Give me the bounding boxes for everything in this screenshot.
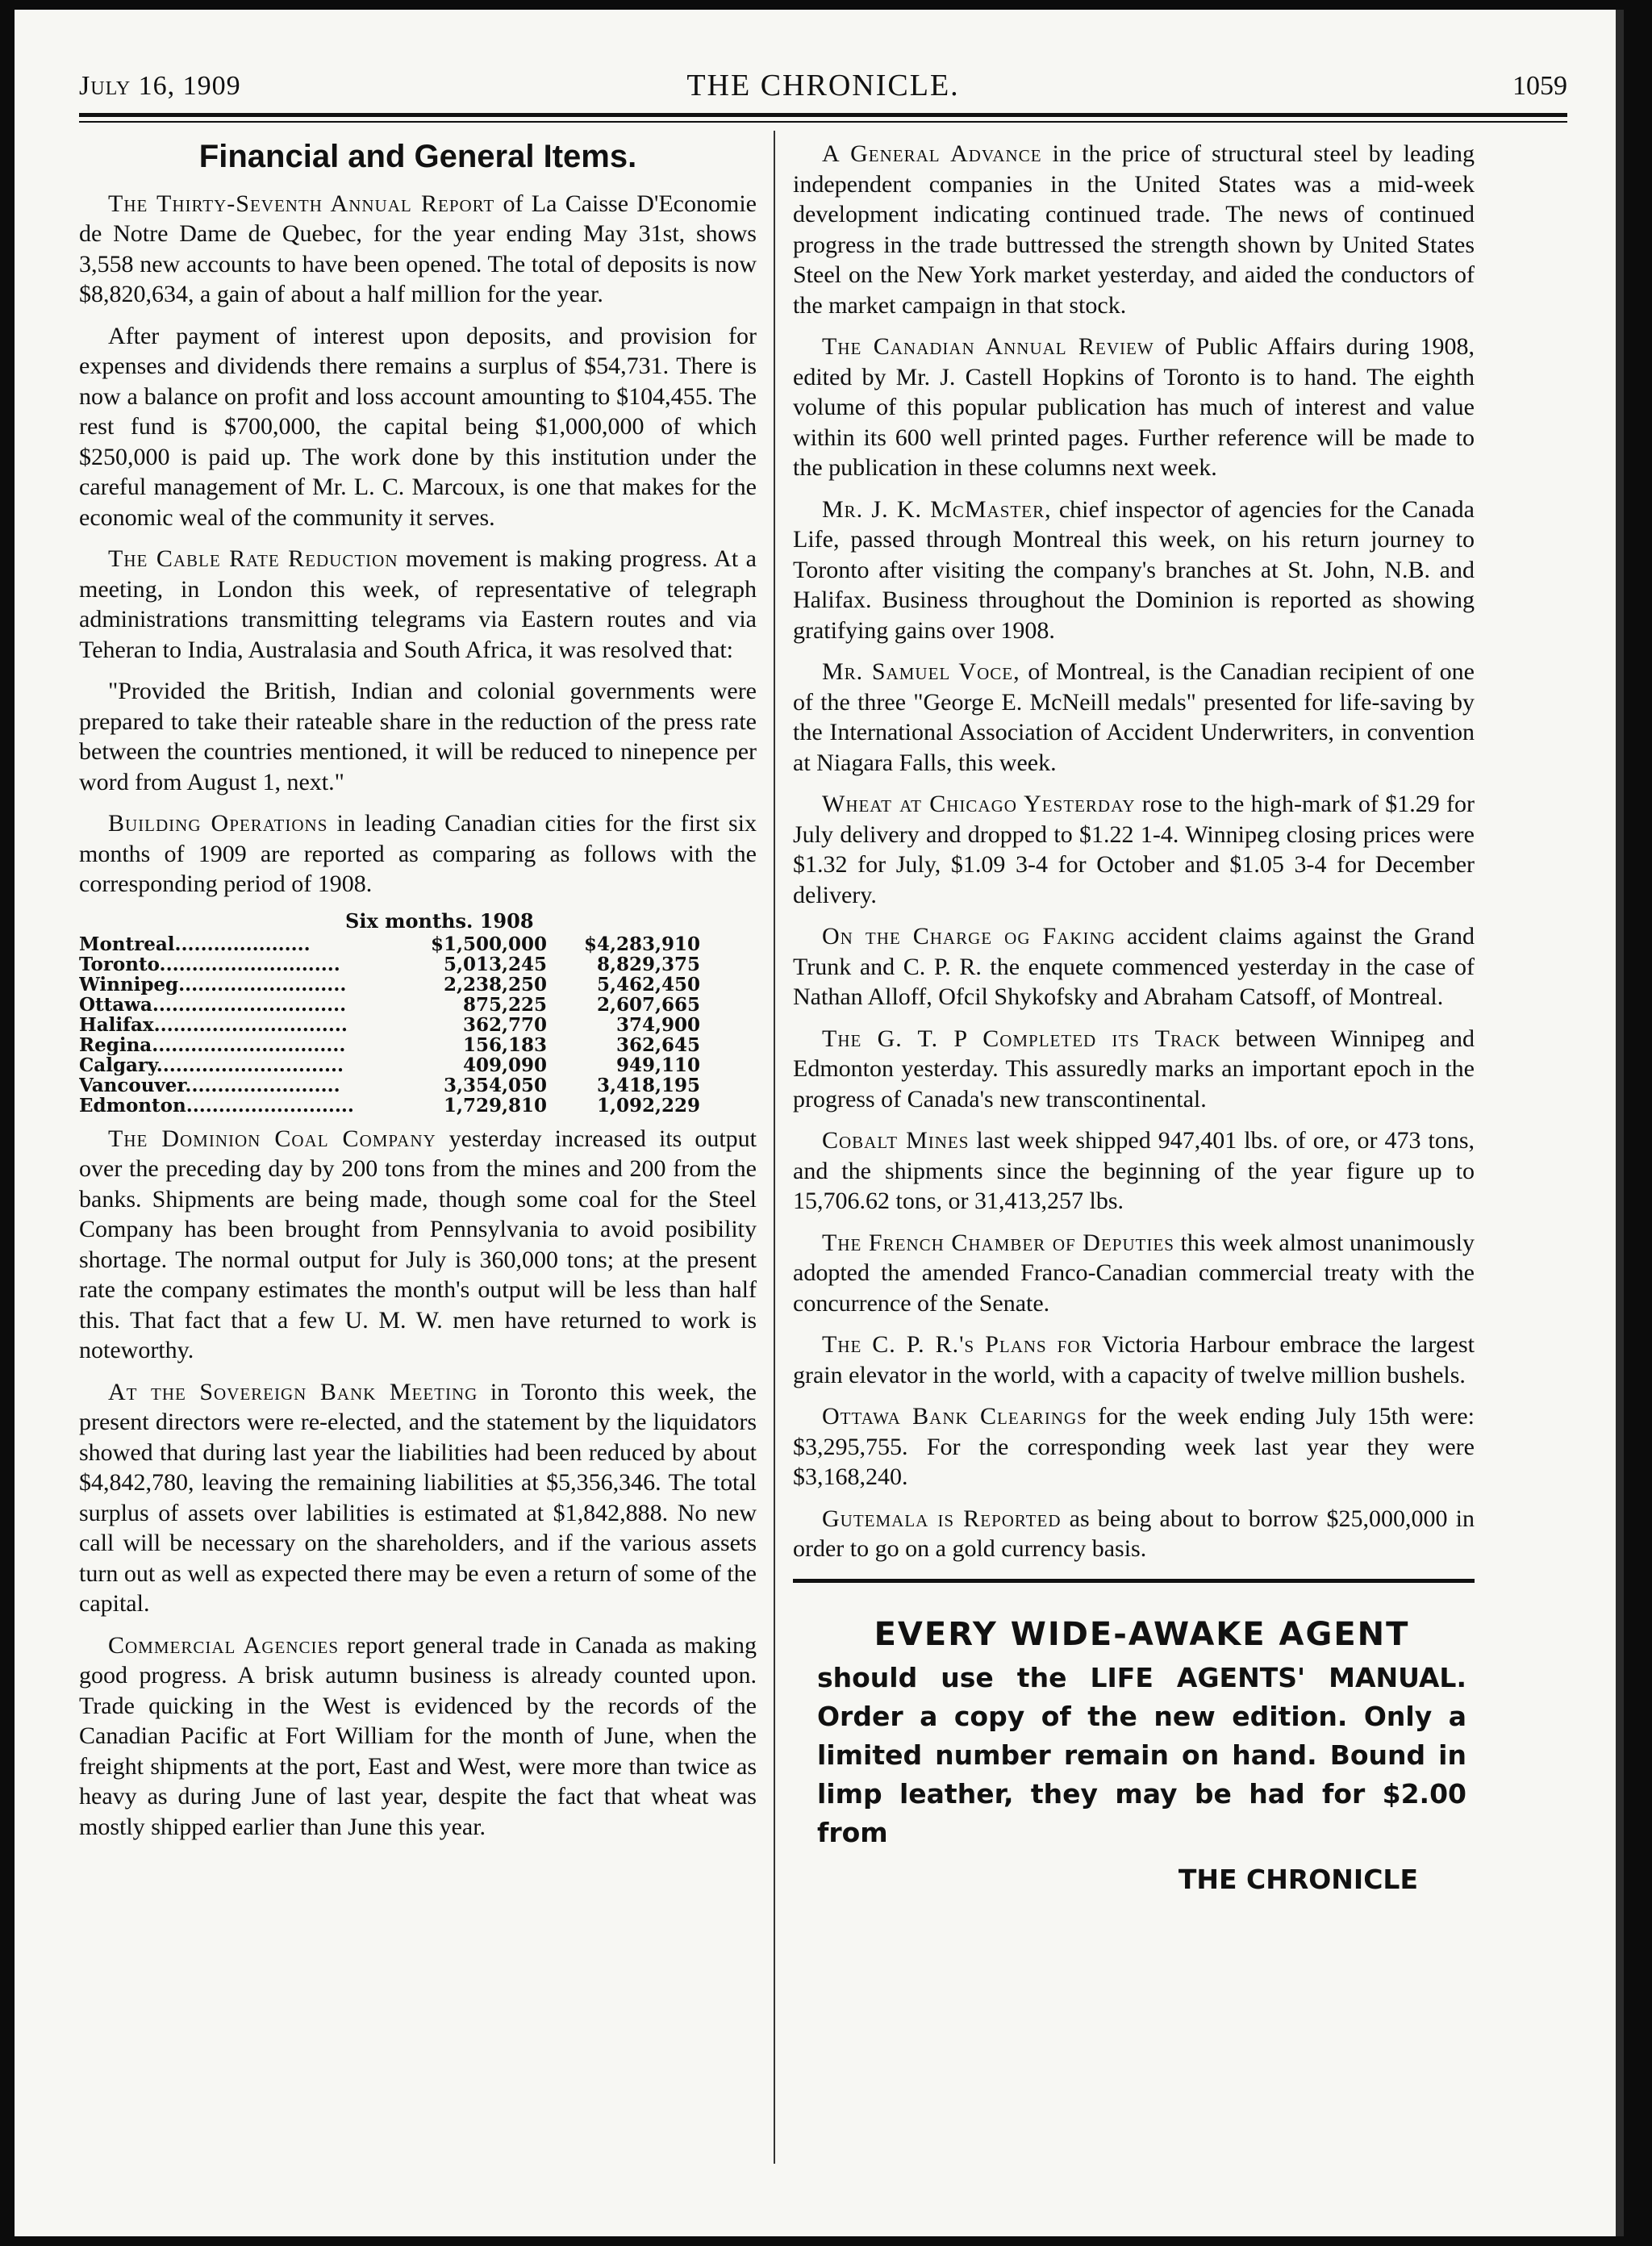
item-dominion-coal bbox=[79, 1124, 757, 1366]
value-1908: 3,418,195 bbox=[596, 1074, 700, 1096]
value-1908: 949,110 bbox=[615, 1054, 700, 1076]
table-row bbox=[79, 975, 757, 995]
item-commercial-agencies bbox=[79, 1630, 757, 1843]
advertisement bbox=[793, 1615, 1475, 1899]
table-row bbox=[79, 1055, 757, 1075]
table-row bbox=[79, 1075, 757, 1096]
item-lead: Building Operations bbox=[108, 810, 328, 837]
item-lead: Cobalt Mines bbox=[822, 1127, 970, 1154]
value-1908: 8,829,375 bbox=[596, 953, 700, 975]
section-title: Financial and General Items. bbox=[198, 139, 637, 174]
table-row bbox=[79, 1015, 757, 1035]
item-body: for the week ending July 15th were: $3,295,755. For the corresponding week last year they were $3,168,240. bbox=[793, 1403, 1475, 1490]
item-body: yesterday increased its output over the preceding day by 200 tons from the mines and 200 from the banks. Shipments are being made, though some coal for the Steel Company has been brought from Pennsylvania to avoid posibility shortage. The normal output for July is 360,000 tons; at the present rate the company estimates the month's output will be less than half this. That fact that a few U. M. W. men have returned to work is noteworthy. bbox=[79, 1125, 757, 1363]
page-header bbox=[79, 68, 1567, 116]
city-name: Montreal..................... bbox=[79, 933, 311, 954]
value-1909: 156,183 bbox=[462, 1033, 547, 1056]
item-body: in leading Canadian cities for the first six months of 1909 are reported as comparing as follows with the corresponding period of 1908. bbox=[79, 810, 757, 897]
value-1908: 1,092,229 bbox=[596, 1094, 700, 1117]
item-caisse-surplus: After payment of interest upon deposits, and provision for expenses and dividends there remains a surplus of $54,731. There is now a balance on profit and loss account amounting to $104,455. The rest fund is $700,000, the capital being $1,000,000 of which $250,000 is paid up. The work done by this institution under the careful management of Mr. L. C. Marcoux, is one that makes for the economic weal of the community it serves. bbox=[79, 322, 757, 531]
item-lead: The C. P. R.'s Plans for bbox=[822, 1331, 1093, 1358]
column-divider bbox=[774, 131, 775, 2164]
city-name: Toronto............................ bbox=[79, 954, 340, 975]
value-1908: 362,645 bbox=[615, 1033, 700, 1056]
item-body: in Toronto this week, the present directors were re-elected, and the statement by the liquidators showed that during last year the liabilities had been reduced by about $4,842,780, leaving the remaining liabilities at $5,356,346. The total surplus of assets over labilities is estimated at $1,842,888. No new call will be necessary on the shareholders, and if the various assets turn out as well as expected there may be even a return of some of the capital. bbox=[79, 1378, 757, 1617]
item-mcmaster bbox=[793, 495, 1475, 646]
value-1909: 409,090 bbox=[462, 1054, 547, 1076]
item-body: in the price of structural steel by leading independent companies in the United States was a mid-week development indicating continued trade. The news of continued progress in the trade buttressed the strength shown by United States Steel on the New York market yesterday, and aided the conductors of the market campaign in that stock. bbox=[793, 140, 1475, 319]
value-1908: 374,900 bbox=[615, 1013, 700, 1036]
publication-title: THE CHRONICLE. bbox=[686, 69, 960, 102]
header-rule bbox=[79, 113, 1567, 117]
table-row bbox=[79, 934, 757, 954]
item-lead: The G. T. P Completed its Track bbox=[822, 1025, 1221, 1052]
item-cpr-plans bbox=[793, 1330, 1475, 1390]
item-ottawa-clearings bbox=[793, 1401, 1475, 1492]
item-body: of La Caisse D'Economie de Notre Dame de Quebec, for the year ending May 31st, shows 3,558 new accounts to have been opened. The total of deposits is now $8,820,634, a gain of about a half million for the year. bbox=[79, 190, 757, 307]
item-body: of Public Affairs during 1908, edited by Mr. J. Castell Hopkins of Toronto is to hand. The eighth volume of this popular publication has much of interest and value within its 600 well printed pages. Further reference will be made to the publication in these columns next week. bbox=[793, 333, 1475, 481]
value-1908: 5,462,450 bbox=[596, 973, 700, 996]
ad-headline: EVERY WIDE-AWAKE AGENT bbox=[874, 1615, 1410, 1653]
issue-date: July 16, 1909 bbox=[79, 71, 241, 101]
table-row bbox=[79, 995, 757, 1015]
item-cable-rate bbox=[79, 544, 757, 665]
header-rule-thin bbox=[79, 121, 1567, 123]
item-body: movement is making progress. At a meeting, in London this week, of representative of telegraph administrations transmitting telegrams via Eastern routes and via Teheran to India, Australasia and South Africa, it was resolved that: bbox=[79, 545, 757, 663]
city-name: Ottawa.............................. bbox=[79, 994, 347, 1015]
item-sovereign-bank bbox=[79, 1377, 757, 1619]
item-wheat-chicago bbox=[793, 789, 1475, 910]
item-body: of Montreal, is the Canadian recipient of one of the three "George E. McNeill medals" presented for life-saving by the International Association of Accident Underwriters, in convention at Niagara Falls, this week. bbox=[793, 658, 1475, 776]
ad-divider bbox=[793, 1579, 1475, 1583]
table-row bbox=[79, 1035, 757, 1055]
item-cobalt-mines bbox=[793, 1125, 1475, 1217]
city-name: Vancouver........................ bbox=[79, 1075, 340, 1096]
item-lead: The Dominion Coal Company bbox=[108, 1125, 436, 1152]
cable-rate-quote: "Provided the British, Indian and colonial governments were prepared to take their rateable share in the reduction of the press rate between the countries mentioned, it will be reduced to ninepence per word from August 1, next." bbox=[79, 678, 757, 795]
item-body: between Winnipeg and Edmonton yesterday. This assuredly marks an important epoch in the progress of Canada's new transcontinental. bbox=[793, 1025, 1475, 1113]
item-lead: Mr. J. K. McMaster, bbox=[822, 495, 1052, 523]
item-french-chamber bbox=[793, 1228, 1475, 1319]
item-body: this week almost unanimously adopted the amended Franco-Canadian commercial treaty with the concurrence of the Senate. bbox=[793, 1229, 1475, 1317]
item-lead: Mr. Samuel Voce, bbox=[822, 658, 1020, 685]
city-name: Edmonton.......................... bbox=[79, 1095, 354, 1116]
item-body: as being about to borrow $25,000,000 in order to go on a gold currency basis. bbox=[793, 1505, 1475, 1562]
item-gutemala bbox=[793, 1504, 1475, 1564]
city-name: Regina.............................. bbox=[79, 1034, 346, 1055]
value-1909: 1,729,810 bbox=[443, 1094, 547, 1117]
city-name: Halifax.............................. bbox=[79, 1014, 348, 1035]
value-1909: 362,770 bbox=[462, 1013, 547, 1036]
city-name: Winnipeg.......................... bbox=[79, 974, 347, 995]
item-caisse-deconomie bbox=[79, 189, 757, 310]
item-lead: The Cable Rate Reduction bbox=[108, 545, 398, 572]
item-lead: A General Advance bbox=[822, 140, 1042, 167]
value-1909: 875,225 bbox=[462, 993, 547, 1016]
table-row bbox=[79, 1096, 757, 1116]
table-header: Six months. 1908 bbox=[345, 908, 534, 933]
item-canadian-annual-review bbox=[793, 332, 1475, 483]
item-lead: On the Charge og Faking bbox=[822, 923, 1116, 950]
item-lead: At the Sovereign Bank Meeting bbox=[108, 1378, 478, 1405]
item-lead: Ottawa Bank Clearings bbox=[822, 1403, 1087, 1430]
item-lead: Wheat at Chicago Yesterday bbox=[822, 791, 1136, 817]
newspaper-page bbox=[15, 10, 1624, 2236]
item-body: report general trade in Canada as making good progress. A brisk autumn business is already counted upon. Trade quicking in the West is evidenced by the records of the Canadian Pacific at Fort William for the month of June, when the freight shipments at the port, East and West, were more than twice as heavy as during June of last year, despite the fact that wheat was mostly shipped earlier than June this year. bbox=[79, 1631, 757, 1840]
left-column bbox=[79, 139, 757, 1853]
building-operations-table bbox=[79, 908, 757, 1117]
table-row bbox=[79, 954, 757, 975]
ad-signature: THE CHRONICLE bbox=[1178, 1863, 1418, 1895]
item-lead: The French Chamber of Deputies bbox=[822, 1229, 1174, 1256]
item-body: chief inspector of agencies for the Canada Life, passed through Montreal this week, on his return journey to Toronto after visiting the company's branches at St. John, N.B. and Halifax. Business throughout the Dominion is reported as showing gratifying gains over 1908. bbox=[793, 495, 1475, 644]
value-1908: $4,283,910 bbox=[583, 933, 700, 955]
item-faking-charge bbox=[793, 921, 1475, 1012]
value-1909: $1,500,000 bbox=[430, 933, 547, 955]
item-body: rose to the high-mark of $1.29 for July delivery and dropped to $1.22 1-4. Winnipeg closing prices were $1.32 for July, $1.09 3-4 for October and $1.05 3-4 for December delivery. bbox=[793, 791, 1475, 908]
item-samuel-voce bbox=[793, 657, 1475, 778]
item-body: accident claims against the Grand Trunk and C. P. R. the enquete commenced yesterday in the case of Nathan Alloff, Ofcil Shykofsky and Abraham Catsoff, of Montreal. bbox=[793, 923, 1475, 1010]
item-body: last week shipped 947,401 lbs. of ore, or 473 tons, and the shipments since the beginning of the year figure up to 15,706.62 tons, or 31,413,257 lbs. bbox=[793, 1127, 1475, 1214]
item-building-operations bbox=[79, 808, 757, 900]
item-lead: Gutemala is Reported bbox=[822, 1505, 1062, 1532]
value-1909: 3,354,050 bbox=[443, 1074, 547, 1096]
item-lead: The Canadian Annual Review bbox=[822, 333, 1154, 360]
page-number: 1059 bbox=[1512, 71, 1567, 101]
city-name: Calgary............................. bbox=[79, 1054, 344, 1075]
item-body: Victoria Harbour embrace the largest grain elevator in the world, with a capacity of twelve million bushels. bbox=[793, 1331, 1475, 1388]
value-1908: 2,607,665 bbox=[596, 993, 700, 1016]
item-general-advance bbox=[793, 139, 1475, 320]
value-1909: 2,238,250 bbox=[443, 973, 547, 996]
item-gtp-track bbox=[793, 1024, 1475, 1115]
item-lead: Commercial Agencies bbox=[108, 1631, 340, 1659]
value-1909: 5,013,245 bbox=[443, 953, 547, 975]
item-lead: The Thirty-Seventh Annual Report bbox=[108, 190, 495, 217]
right-column bbox=[793, 139, 1475, 1899]
ad-body: should use the LIFE AGENTS' MANUAL. Order a copy of the new edition. Only a limited number remain on hand. Bound in limp leather, they may be had for $2.00 from bbox=[817, 1661, 1466, 1848]
